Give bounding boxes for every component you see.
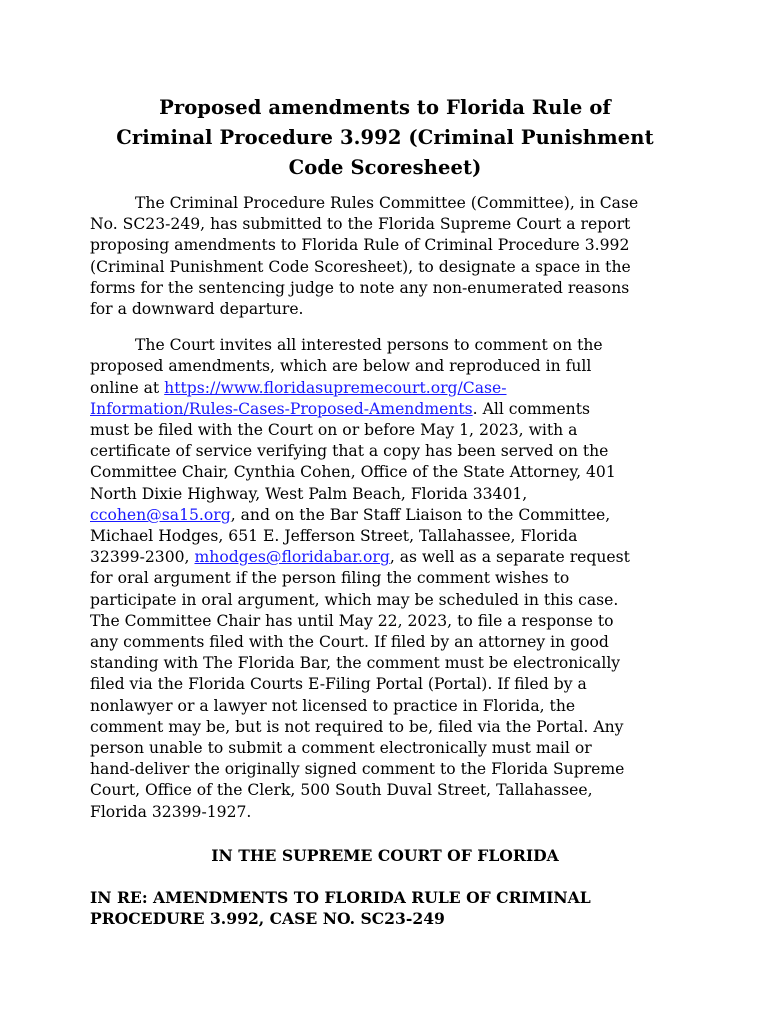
text-fragment: . All comments <box>472 399 590 418</box>
case-heading <box>90 887 680 930</box>
paragraph-line: standing with The Florida Bar, the comment must be electronically <box>90 654 621 673</box>
proposed-amendments-link[interactable]: https://www.floridasupremecourt.org/Case- <box>164 378 507 397</box>
paragraph-line <box>90 399 680 420</box>
paragraph-line: The Criminal Procedure Rules Committee (Committee), in Case <box>135 194 639 212</box>
paragraph-line: hand-deliver the originally signed comment to the Florida Supreme <box>90 760 625 779</box>
title-line: Criminal Procedure 3.992 (Criminal Punishment <box>116 126 654 149</box>
text-fragment: online at <box>90 378 165 397</box>
paragraph-line: The Court invites all interested persons to comment on the <box>135 336 603 355</box>
case-heading-line: PROCEDURE 3.992, CASE NO. SC23-249 <box>90 909 445 929</box>
paragraph-line: for oral argument if the person filing the comment wishes to <box>90 569 570 588</box>
text-fragment: , as well as a separate request <box>389 548 630 567</box>
paragraph-line: must be filed with the Court on or before May 1, 2023, with a <box>90 421 578 440</box>
email-hodges-link[interactable]: mhodges@floridabar.org <box>194 548 390 567</box>
paragraph-line: Florida 32399-1927. <box>90 802 252 821</box>
paragraph-line: North Dixie Highway, West Palm Beach, Florida 33401, <box>90 484 528 503</box>
paragraph-line: Committee Chair, Cynthia Cohen, Office of the State Attorney, 401 <box>90 463 616 482</box>
proposed-amendments-link-continued[interactable]: Information/Rules-Cases-Proposed-Amendments <box>90 399 473 418</box>
paragraph-line: certificate of service verifying that a copy has been served on the <box>90 442 609 461</box>
paragraph-line: nonlawyer or a lawyer not licensed to practice in Florida, the <box>90 696 576 715</box>
paragraph-line: (Criminal Punishment Code Scoresheet), to designate a space in the <box>90 257 631 276</box>
paragraph-line: filed via the Florida Courts E-Filing Portal (Portal). If filed by a <box>90 675 587 694</box>
court-heading: IN THE SUPREME COURT OF FLORIDA <box>211 845 559 865</box>
paragraph-line <box>90 505 680 526</box>
paragraph-line: proposed amendments, which are below and reproduced in full <box>90 357 592 376</box>
paragraph-line: for a downward departure. <box>90 300 304 319</box>
paragraph-line: proposing amendments to Florida Rule of Criminal Procedure 3.992 <box>90 236 630 255</box>
paragraph-line: The Committee Chair has until May 22, 2023, to file a response to <box>90 611 614 630</box>
paragraph-line <box>90 378 680 399</box>
text-fragment: , and on the Bar Staff Liaison to the Committee, <box>230 505 611 524</box>
paragraph-line: No. SC23-249, has submitted to the Florida Supreme Court a report <box>90 215 631 234</box>
comment-instructions-paragraph <box>90 335 680 823</box>
title-line: Code Scoresheet) <box>288 156 482 179</box>
email-cohen-link[interactable]: ccohen@sa15.org <box>90 505 231 524</box>
text-fragment: 32399-2300, <box>90 548 195 567</box>
paragraph-line: Court, Office of the Clerk, 500 South Duval Street, Tallahassee, <box>90 781 593 800</box>
intro-paragraph <box>90 193 680 320</box>
document-title <box>90 93 680 183</box>
document-page <box>90 93 680 930</box>
paragraph-line: person unable to submit a comment electronically must mail or <box>90 739 592 758</box>
paragraph-line: comment may be, but is not required to be, filed via the Portal. Any <box>90 717 624 736</box>
case-heading-line: IN RE: AMENDMENTS TO FLORIDA RULE OF CRIMINAL <box>90 887 591 907</box>
paragraph-line: forms for the sentencing judge to note any non-enumerated reasons <box>90 278 630 297</box>
paragraph-line <box>90 547 680 568</box>
paragraph-line: participate in oral argument, which may be scheduled in this case. <box>90 590 619 609</box>
paragraph-line: Michael Hodges, 651 E. Jefferson Street, Tallahassee, Florida <box>90 527 578 546</box>
title-line: Proposed amendments to Florida Rule of <box>159 96 611 119</box>
paragraph-line: any comments filed with the Court. If filed by an attorney in good <box>90 633 609 652</box>
